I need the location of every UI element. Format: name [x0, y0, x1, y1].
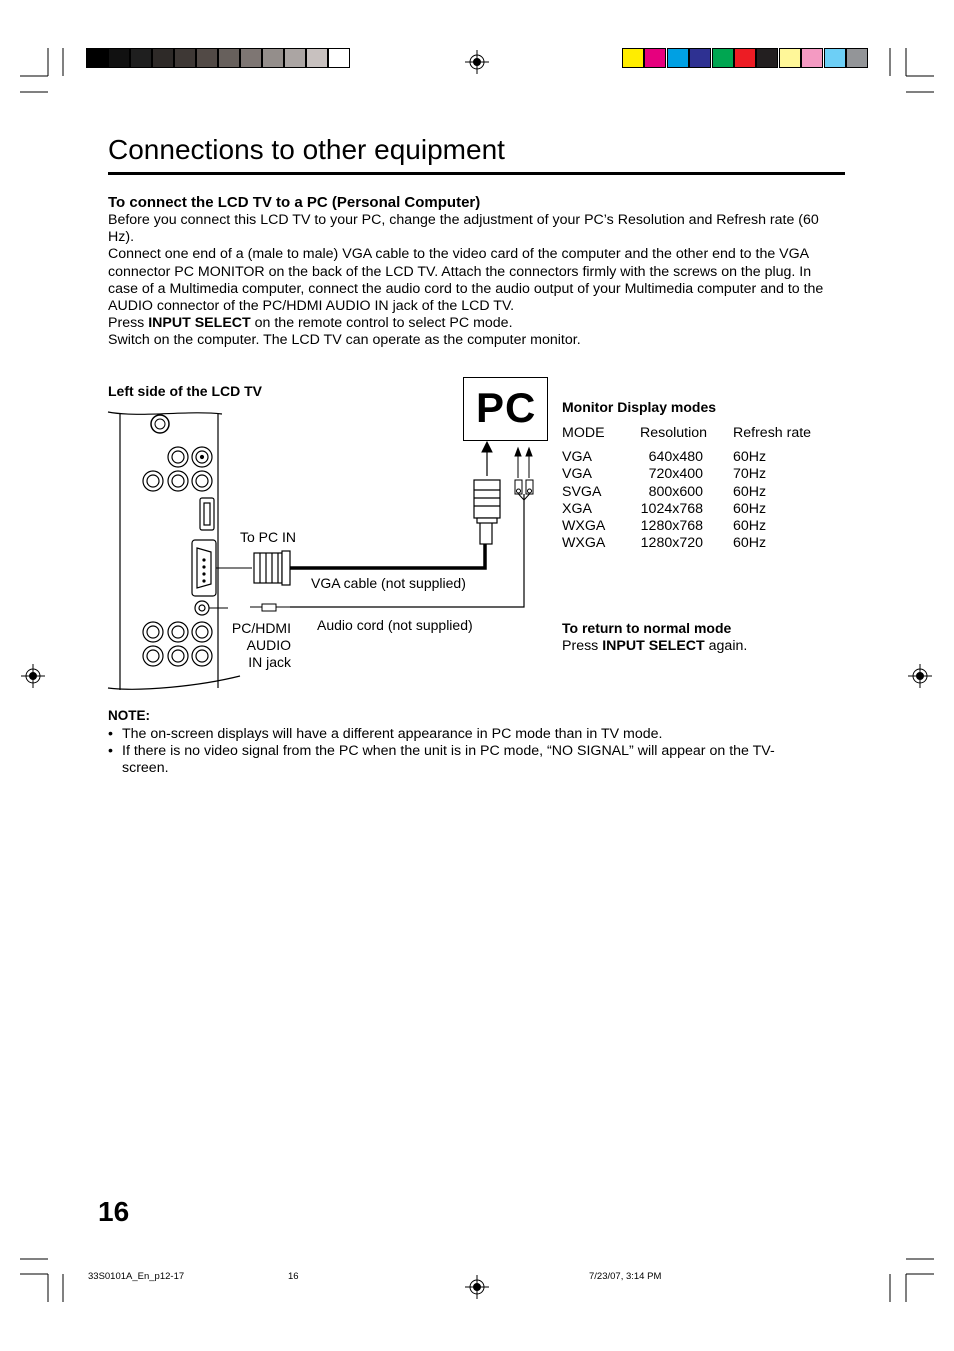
pc-label: PC — [476, 384, 537, 431]
resolution-cell: 1024x768 — [640, 500, 703, 517]
connection-diagram — [100, 400, 560, 700]
color-swatch — [846, 48, 868, 68]
vga-cable-line — [290, 524, 485, 568]
modes-table — [562, 425, 823, 553]
color-swatch — [779, 48, 801, 68]
audio-jack-label: PC/HDMI AUDIO IN jack — [231, 620, 291, 670]
vga-plug-icon — [254, 551, 290, 585]
instruction-paragraph: Switch on the computer. The LCD TV can operate as the computer monitor. — [108, 332, 581, 349]
modes-header-row — [562, 425, 823, 449]
audio-plug-icon — [250, 604, 290, 611]
instruction-paragraph: Before you connect this LCD TV to your PC, change the adjustment of your PC’s Resolution and Refresh rate (60 Hz). — [108, 212, 819, 246]
instruction-paragraph: Connect one end of a (male to male) VGA cable to the video card of the computer and the other end to the VGA connector PC MONITOR on the back of the LCD TV. Attach the connectors firmly with the screws on the plug. In case of a Multimedia computer, connect the audio cord to the audio output of your Multimedia computer and to the AUDIO connector of the PC/HDMI AUDIO IN jack of the LCD TV. — [108, 246, 824, 315]
input-select-term: INPUT SELECT — [602, 638, 705, 654]
registration-target-right — [908, 664, 932, 688]
refresh-rate-cell: 60Hz — [733, 518, 767, 535]
grayscale-swatch — [130, 48, 152, 68]
vga-port-icon — [192, 540, 216, 596]
refresh-rate-cell: 60Hz — [733, 449, 767, 465]
modes-row — [562, 484, 823, 501]
footer-timestamp: 7/23/07, 3:14 PM — [589, 1271, 662, 1282]
color-swatch — [689, 48, 711, 68]
note-heading: NOTE: — [108, 708, 150, 723]
section-heading: To connect the LCD TV to a PC (Personal Computer) — [108, 194, 481, 211]
jack-icon — [151, 415, 169, 433]
title-rule — [108, 172, 845, 175]
resolution-cell: 1280x768 — [640, 518, 703, 535]
grayscale-swatch — [262, 48, 284, 68]
color-swatch — [644, 48, 666, 68]
mode-cell: VGA — [562, 466, 592, 483]
input-select-term: INPUT SELECT — [148, 315, 251, 332]
grayscale-swatch — [174, 48, 196, 68]
resolution-cell: 640x480 — [648, 449, 703, 465]
grayscale-swatch — [328, 48, 350, 68]
to-pc-in-label: To PC IN — [240, 529, 297, 545]
registration-target-bottom — [465, 1275, 489, 1299]
page-title: Connections to other equipment — [108, 134, 505, 165]
resolution-cell: 720x400 — [648, 466, 703, 483]
color-swatch — [712, 48, 734, 68]
resolution-cell: 1280x720 — [640, 535, 703, 552]
modes-row — [562, 466, 823, 483]
audio-jack-icon — [195, 601, 209, 615]
refresh-rate-cell: 60Hz — [733, 500, 767, 517]
vga-cable-label: VGA cable (not supplied) — [311, 575, 466, 591]
modes-column-header: Refresh rate — [733, 425, 812, 441]
modes-column-header: Resolution — [640, 425, 708, 441]
tv-side-panel — [108, 412, 240, 690]
audio-cord-label: Audio cord (not supplied) — [317, 617, 473, 633]
modes-column-header: MODE — [562, 425, 605, 441]
color-swatch — [734, 48, 756, 68]
av-jack-row — [143, 447, 212, 491]
grayscale-swatch — [240, 48, 262, 68]
mode-cell: WXGA — [562, 535, 606, 552]
modes-heading: Monitor Display modes — [562, 399, 717, 415]
pc-box — [463, 377, 548, 441]
color-swatch — [824, 48, 846, 68]
mode-cell: SVGA — [562, 483, 602, 500]
grayscale-swatch — [196, 48, 218, 68]
hdmi-port-icon — [200, 498, 214, 530]
modes-row — [562, 449, 823, 466]
note-item: • If there is no video signal from the PC when the unit is in PC mode, “NO SIGNAL” will appear on the TV-screen. — [108, 743, 798, 777]
vga-plug-icon — [474, 480, 500, 544]
note-item: • The on-screen displays will have a different appearance in PC mode than in TV mode. — [108, 726, 798, 743]
grayscale-swatch — [86, 48, 108, 68]
color-swatch — [667, 48, 689, 68]
grayscale-swatch — [218, 48, 240, 68]
mode-cell: XGA — [562, 500, 592, 517]
color-swatch — [756, 48, 778, 68]
page-number: 16 — [98, 1196, 130, 1227]
instruction-paragraph: Press INPUT SELECT on the remote control to select PC mode. — [108, 315, 513, 332]
color-swatch — [622, 48, 644, 68]
arrow-icon — [515, 448, 532, 478]
registration-target-top — [465, 50, 489, 74]
registration-target-left — [21, 664, 45, 688]
av-jack-row — [143, 622, 212, 666]
arrow-icon — [482, 442, 492, 476]
refresh-rate-cell: 70Hz — [733, 466, 767, 483]
mode-cell: WXGA — [562, 518, 606, 535]
left-side-label: Left side of the LCD TV — [108, 383, 262, 399]
refresh-rate-cell: 60Hz — [733, 483, 767, 500]
modes-row — [562, 518, 823, 535]
modes-row — [562, 501, 823, 518]
grayscale-swatch — [284, 48, 306, 68]
instructions — [108, 212, 828, 350]
grayscale-swatch — [152, 48, 174, 68]
modes-row — [562, 535, 823, 552]
grayscale-swatch — [306, 48, 328, 68]
note-list — [108, 726, 798, 778]
refresh-rate-cell: 60Hz — [733, 535, 767, 552]
return-mode-heading: To return to normal mode — [562, 620, 732, 636]
mode-cell: VGA — [562, 449, 592, 465]
resolution-cell: 800x600 — [648, 483, 703, 500]
footer-file: 33S0101A_En_p12-17 — [88, 1271, 185, 1282]
footer-page: 16 — [288, 1271, 299, 1282]
color-swatch — [801, 48, 823, 68]
return-mode-text: Press INPUT SELECT again. — [562, 638, 748, 654]
grayscale-swatch — [108, 48, 130, 68]
